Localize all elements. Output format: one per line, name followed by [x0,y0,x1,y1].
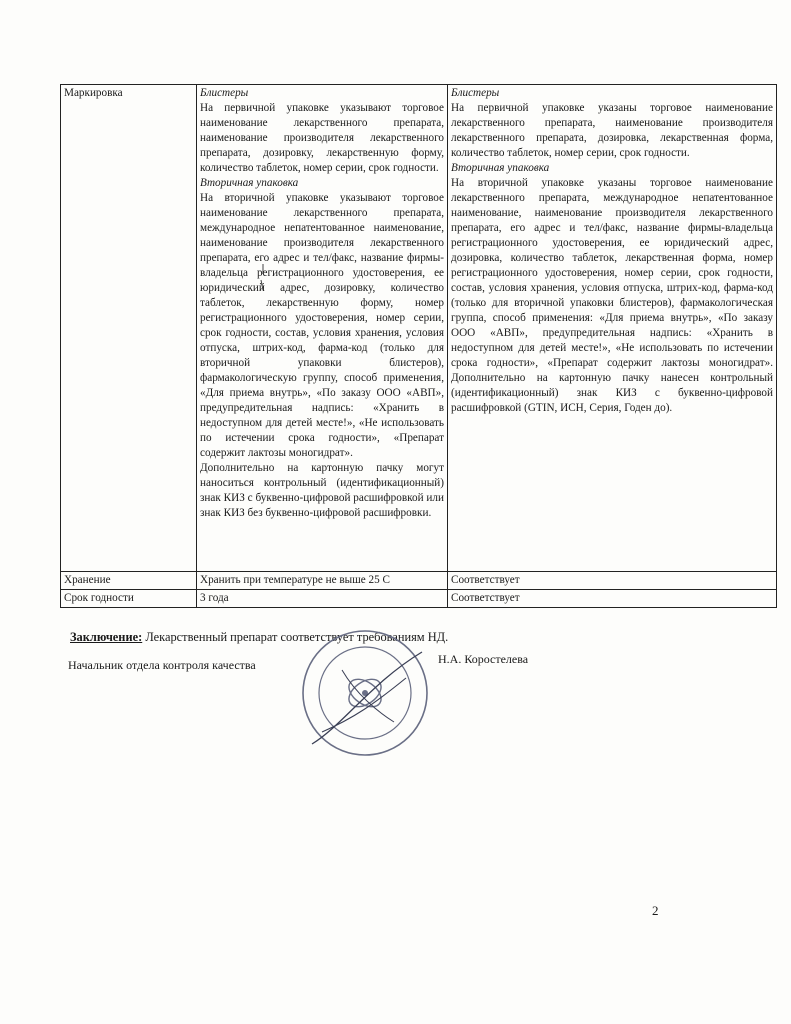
conclusion-label: Заключение: [70,630,143,644]
requirement-cell: 3 года [197,590,448,608]
page-number: 2 [652,903,659,918]
secondary-requirement-text: На вторичной упаковке указывают торговое наименование лекарственного препарата, международное непатентованное наименование, наименование производителя лекарственного препарата, его адрес и тел/факс, название фирмы-владельца регистрационного удостоверения, ее юридический адрес, дозировку, количество таблеток, лекарственную форму, номер регистрационного удостоверения, номер серии, срок годности, состав, условия хранения, условия отпуска, штрих-код, фарма-код (только для вторичной упаковки блистеров), фармакологическую группу, способ применения, «Для приема внутрь», «По заказу ООО «АВП», предупредительная надпись: «Хранить в недоступном для детей месте!», «Не использовать по истечении срока годности», «Препарат содержит лактозы моногидрат». [200,192,444,459]
blister-result-text: На первичной упаковке указаны торговое наименование лекарственного препарата, наименование производителя лекарственного препарата, дозировка, лекарственная форма, количество таблеток, номер серии, срок годности. [451,102,773,159]
table-row [61,572,777,590]
secondary-result-text: На вторичной упаковке указаны торговое наименование лекарственного препарата, международное непатентованное наименование, наименование производителя лекарственного препарата, его адрес и тел/факс, название фирмы-владельца регистрационного удостоверения, ее юридический адрес, дозировка, количество таблеток, лекарственная форма, номер регистрационного удостоверения, номер серии, срок годности, состав, условия хранения, условия отпуска, штрих-код, фарма-код (только для вторичной упаковки блистеров), фармакологическая группа, способ применения: «Для приема внутрь», «По заказу ООО «АВП», предупредительная надпись: «Хранить в недоступном для детей месте!», «Не использовать по истечении срока годности», «Препарат содержит лактозы моногидрат». Дополнительно на картонную пачку нанесен контрольный (идентификационный) знак КИЗ с буквенно-цифровой расшифровкой (GTIN, ИСН, Серия, Годен до). [451,177,773,414]
table-row [61,85,777,572]
result-cell: Соответствует [448,590,777,608]
result-cell [448,85,777,572]
row-label-shelf-life: Срок годности [61,590,197,608]
margin-mark [258,262,268,292]
requirement-cell [197,85,448,572]
result-cell: Соответствует [448,572,777,590]
row-label-storage: Хранение [61,572,197,590]
requirement-cell: Хранить при температуре не выше 25 С [197,572,448,590]
signer-title: Начальник отдела контроля качества [68,658,256,672]
blister-requirement-text: На первичной упаковке указывают торговое наименование лекарственного препарата, наименование производителя лекарственного препарата, дозировку, лекарственную форму, количество таблеток, номер серии, срок годности. [200,102,444,174]
results-table [60,84,777,608]
blister-subhead: Блистеры [200,87,249,99]
conclusion-text: Лекарственный препарат соответствует требованиям НД. [142,630,449,644]
signer-name: Н.А. Коростелева [438,652,529,666]
secondary-subhead: Вторичная упаковка [200,177,299,189]
table-row [61,590,777,608]
secondary-subhead: Вторичная упаковка [451,162,550,174]
round-stamp [294,622,436,764]
blister-subhead: Блистеры [451,87,500,99]
row-label-marking: Маркировка [61,85,197,572]
extra-requirement-text: Дополнительно на картонную пачку могут наноситься контрольный (идентификационный) знак КИЗ с буквенно-цифровой расшифровкой или знак КИЗ без буквенно-цифровой расшифровки. [200,462,444,519]
